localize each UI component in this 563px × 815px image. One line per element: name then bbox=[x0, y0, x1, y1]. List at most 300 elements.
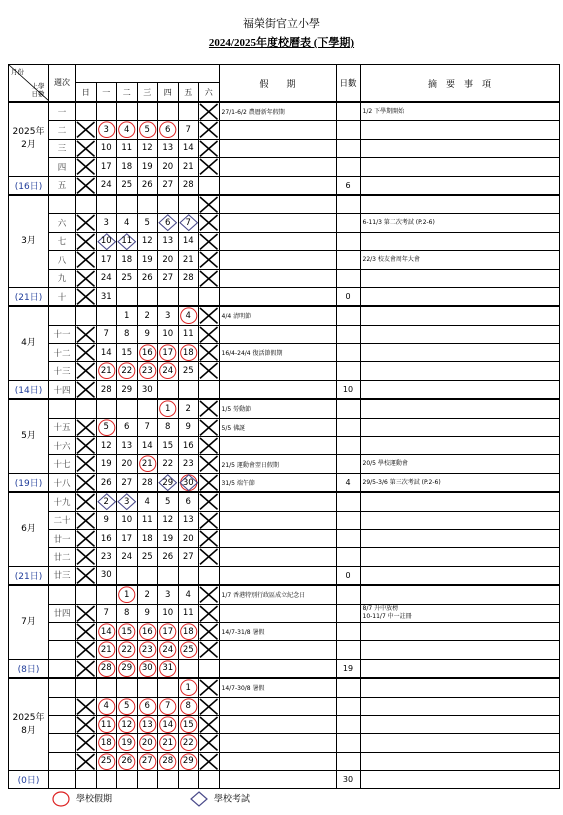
holiday-text bbox=[219, 752, 336, 770]
day-cell bbox=[137, 659, 158, 678]
day-number: 13 bbox=[182, 515, 194, 526]
day-cell bbox=[96, 306, 117, 325]
day-cell bbox=[96, 344, 117, 362]
day-cell bbox=[96, 399, 117, 418]
day-number: 10 bbox=[121, 515, 133, 526]
day-number: 13 bbox=[162, 143, 174, 154]
day-cell bbox=[96, 158, 117, 176]
holiday-text: 16/4-24/4 復活節假期 bbox=[219, 344, 336, 362]
day-cell bbox=[137, 380, 158, 399]
note-text bbox=[360, 659, 559, 678]
day-number: 29 bbox=[162, 477, 174, 488]
week-number: 九 bbox=[49, 269, 76, 287]
day-cell bbox=[96, 287, 117, 306]
days-count: 19 bbox=[336, 659, 360, 678]
legend-holiday-label: 學校假期 bbox=[76, 794, 113, 805]
day-cell bbox=[158, 771, 179, 789]
day-cell bbox=[117, 529, 138, 547]
day-cell bbox=[199, 566, 220, 585]
cross-mark-icon bbox=[76, 605, 96, 622]
day-cell bbox=[76, 121, 97, 139]
day-number: 28 bbox=[141, 477, 153, 488]
day-number: 25 bbox=[182, 645, 194, 656]
week-number bbox=[49, 399, 76, 418]
calendar-week-row bbox=[9, 548, 560, 566]
day-cell bbox=[199, 715, 220, 733]
day-number: 15 bbox=[162, 440, 174, 451]
day-cell bbox=[76, 529, 97, 547]
day-number: 19 bbox=[100, 459, 112, 470]
day-cell bbox=[117, 362, 138, 380]
day-cell bbox=[96, 251, 117, 269]
holiday-text: 1/7 香港特別行政區成立紀念日 bbox=[219, 585, 336, 604]
day-cell bbox=[96, 566, 117, 585]
day-cell bbox=[199, 473, 220, 492]
cross-mark-icon bbox=[199, 344, 219, 361]
day-cell bbox=[96, 176, 117, 195]
calendar-week-row bbox=[9, 752, 560, 770]
legend-holiday bbox=[52, 791, 112, 807]
days-count bbox=[336, 437, 360, 455]
day-cell bbox=[76, 418, 97, 436]
day-number: 29 bbox=[121, 384, 133, 395]
holiday-text: 14/7-30/8 暑假 bbox=[219, 678, 336, 697]
day-number: 8 bbox=[124, 329, 130, 340]
day-number: 27 bbox=[162, 180, 174, 191]
day-cell bbox=[76, 251, 97, 269]
day-cell bbox=[76, 102, 97, 121]
day-cell bbox=[178, 325, 199, 343]
note-text bbox=[360, 287, 559, 306]
day-cell bbox=[76, 492, 97, 511]
day-number: 7 bbox=[144, 422, 150, 433]
days-count bbox=[336, 251, 360, 269]
day-cell bbox=[96, 139, 117, 157]
day-number: 17 bbox=[121, 533, 133, 544]
days-count bbox=[336, 752, 360, 770]
day-cell bbox=[199, 158, 220, 176]
cross-mark-icon bbox=[76, 660, 96, 677]
day-cell bbox=[117, 195, 138, 214]
cross-mark-icon bbox=[199, 307, 219, 324]
cross-mark-icon bbox=[199, 400, 219, 417]
note-text bbox=[360, 492, 559, 511]
cross-mark-icon bbox=[76, 734, 96, 751]
month-label: 4月 bbox=[9, 306, 49, 380]
day-cell bbox=[158, 214, 179, 232]
day-number: 28 bbox=[182, 180, 194, 191]
cross-mark-icon bbox=[76, 344, 96, 361]
day-cell bbox=[199, 511, 220, 529]
cross-mark-icon bbox=[199, 326, 219, 343]
day-number: 1 bbox=[124, 310, 130, 321]
day-cell bbox=[137, 269, 158, 287]
days-count bbox=[336, 548, 360, 566]
day-cell bbox=[137, 734, 158, 752]
week-number bbox=[49, 752, 76, 770]
calendar-week-row bbox=[9, 492, 560, 511]
day-cell bbox=[76, 473, 97, 492]
calendar-week-row bbox=[9, 214, 560, 232]
day-cell bbox=[137, 344, 158, 362]
day-cell bbox=[178, 622, 199, 640]
day-number: 6 bbox=[124, 422, 130, 433]
day-number: 28 bbox=[100, 384, 112, 395]
day-cell bbox=[96, 659, 117, 678]
day-cell bbox=[76, 139, 97, 157]
day-cell bbox=[96, 622, 117, 640]
day-cell bbox=[178, 511, 199, 529]
holiday-text bbox=[219, 362, 336, 380]
day-cell bbox=[178, 251, 199, 269]
note-text bbox=[360, 399, 559, 418]
day-cell bbox=[199, 176, 220, 195]
holiday-text bbox=[219, 641, 336, 659]
day-cell bbox=[117, 399, 138, 418]
day-cell bbox=[117, 344, 138, 362]
week-number bbox=[49, 678, 76, 697]
day-cell bbox=[137, 511, 158, 529]
cross-mark-icon bbox=[199, 270, 219, 287]
day-cell bbox=[137, 641, 158, 659]
day-number: 31 bbox=[162, 663, 174, 674]
day-number: 24 bbox=[162, 366, 174, 377]
calendar-title: 2024/2025年度校曆表 (下學期) bbox=[208, 37, 355, 49]
day-cell bbox=[117, 325, 138, 343]
day-cell bbox=[158, 102, 179, 121]
week-number: 十三 bbox=[49, 362, 76, 380]
calendar-week-row bbox=[9, 622, 560, 640]
note-text: 20/5 學校運動會 bbox=[360, 455, 559, 473]
day-cell bbox=[158, 269, 179, 287]
day-number: 25 bbox=[182, 366, 194, 377]
week-number bbox=[49, 697, 76, 715]
school-days-header: 上學日數 bbox=[31, 82, 45, 98]
day-cell bbox=[76, 511, 97, 529]
day-cell bbox=[199, 548, 220, 566]
day-cell bbox=[117, 697, 138, 715]
day-cell bbox=[96, 437, 117, 455]
day-cell bbox=[117, 548, 138, 566]
day-cell bbox=[199, 139, 220, 157]
day-cell bbox=[158, 715, 179, 733]
day-cell bbox=[117, 102, 138, 121]
day-cell bbox=[199, 697, 220, 715]
day-cell bbox=[117, 566, 138, 585]
day-cell bbox=[96, 102, 117, 121]
day-cell bbox=[117, 158, 138, 176]
week-number: 廿二 bbox=[49, 548, 76, 566]
day-cell bbox=[76, 344, 97, 362]
day-cell bbox=[178, 139, 199, 157]
day-number: 22 bbox=[121, 645, 133, 656]
day-cell bbox=[96, 455, 117, 473]
day-cell bbox=[96, 548, 117, 566]
note-text bbox=[360, 437, 559, 455]
day-number: 24 bbox=[100, 180, 112, 191]
days-count: 0 bbox=[336, 566, 360, 585]
day-number: 7 bbox=[185, 125, 191, 136]
holiday-text bbox=[219, 269, 336, 287]
day-cell bbox=[158, 678, 179, 697]
day-cell bbox=[199, 641, 220, 659]
day-cell bbox=[76, 752, 97, 770]
cross-mark-icon bbox=[76, 158, 96, 175]
cross-mark-icon bbox=[199, 121, 219, 138]
day-cell bbox=[96, 121, 117, 139]
note-text bbox=[360, 195, 559, 214]
day-cell bbox=[76, 678, 97, 697]
day-cell bbox=[137, 139, 158, 157]
day-cell bbox=[96, 325, 117, 343]
day-number: 13 bbox=[162, 236, 174, 247]
day-cell bbox=[76, 380, 97, 399]
day-cell bbox=[178, 659, 199, 678]
school-name: 福榮街官立小學 bbox=[243, 17, 320, 30]
week-number bbox=[49, 771, 76, 789]
weekday-header-0: 日 bbox=[76, 83, 97, 102]
week-number: 十二 bbox=[49, 344, 76, 362]
week-number: 廿三 bbox=[49, 566, 76, 585]
day-cell bbox=[117, 715, 138, 733]
days-count bbox=[336, 306, 360, 325]
day-cell bbox=[178, 232, 199, 250]
day-number: 18 bbox=[141, 533, 153, 544]
day-number: 7 bbox=[165, 701, 171, 712]
day-cell bbox=[137, 678, 158, 697]
day-number: 24 bbox=[162, 645, 174, 656]
day-cell bbox=[178, 399, 199, 418]
day-cell bbox=[117, 585, 138, 604]
calendar-week-row bbox=[9, 121, 560, 139]
note-text bbox=[360, 176, 559, 195]
weekday-header-3: 三 bbox=[137, 83, 158, 102]
days-count bbox=[336, 418, 360, 436]
day-cell bbox=[158, 380, 179, 399]
days-count bbox=[336, 269, 360, 287]
cross-mark-icon bbox=[199, 698, 219, 715]
day-number: 21 bbox=[141, 459, 153, 470]
day-number: 23 bbox=[182, 459, 194, 470]
week-number: 一 bbox=[49, 102, 76, 121]
cross-mark-icon bbox=[199, 362, 219, 379]
week-number: 七 bbox=[49, 232, 76, 250]
day-cell bbox=[158, 511, 179, 529]
day-cell bbox=[199, 771, 220, 789]
note-text bbox=[360, 306, 559, 325]
day-cell bbox=[117, 418, 138, 436]
day-cell bbox=[117, 139, 138, 157]
cross-mark-icon bbox=[199, 716, 219, 733]
weekday-header-5: 五 bbox=[178, 83, 199, 102]
cross-mark-icon bbox=[76, 437, 96, 454]
calendar-week-row bbox=[9, 697, 560, 715]
holiday-text bbox=[219, 251, 336, 269]
days-count-header: 日數 bbox=[336, 65, 360, 103]
week-number: 三 bbox=[49, 139, 76, 157]
day-cell bbox=[178, 752, 199, 770]
day-cell bbox=[158, 548, 179, 566]
cross-mark-icon bbox=[199, 586, 219, 603]
note-text bbox=[360, 566, 559, 585]
month-label: 5月 bbox=[9, 399, 49, 473]
note-text bbox=[360, 139, 559, 157]
day-cell bbox=[178, 269, 199, 287]
day-cell bbox=[178, 344, 199, 362]
weekday-header-6: 六 bbox=[199, 83, 220, 102]
holiday-text: 4/4 清明節 bbox=[219, 306, 336, 325]
day-number: 30 bbox=[182, 477, 194, 488]
cross-mark-icon bbox=[76, 716, 96, 733]
day-cell bbox=[199, 344, 220, 362]
day-number: 8 bbox=[124, 608, 130, 619]
calendar-week-row bbox=[9, 195, 560, 214]
day-number: 22 bbox=[162, 459, 174, 470]
cross-mark-icon bbox=[76, 140, 96, 157]
note-text bbox=[360, 121, 559, 139]
day-number: 25 bbox=[121, 273, 133, 284]
day-cell bbox=[96, 678, 117, 697]
cross-mark-icon bbox=[76, 214, 96, 231]
day-cell bbox=[199, 734, 220, 752]
holiday-text bbox=[219, 139, 336, 157]
day-number: 13 bbox=[121, 440, 133, 451]
day-number: 16 bbox=[141, 347, 153, 358]
day-cell bbox=[96, 473, 117, 492]
day-cell bbox=[178, 585, 199, 604]
note-text bbox=[360, 715, 559, 733]
day-cell bbox=[199, 232, 220, 250]
day-cell bbox=[76, 659, 97, 678]
day-cell bbox=[137, 418, 158, 436]
day-number: 14 bbox=[182, 143, 194, 154]
day-number: 14 bbox=[182, 236, 194, 247]
day-cell bbox=[158, 399, 179, 418]
day-cell bbox=[199, 492, 220, 511]
holiday-text bbox=[219, 566, 336, 585]
day-cell bbox=[76, 771, 97, 789]
day-number: 15 bbox=[121, 347, 133, 358]
days-count: 10 bbox=[336, 380, 360, 399]
day-number: 6 bbox=[144, 701, 150, 712]
day-cell bbox=[76, 195, 97, 214]
day-number: 13 bbox=[141, 719, 153, 730]
calendar-week-row bbox=[9, 102, 560, 121]
day-cell bbox=[96, 697, 117, 715]
day-cell bbox=[137, 158, 158, 176]
calendar-week-row bbox=[9, 511, 560, 529]
calendar-week-row bbox=[9, 399, 560, 418]
day-cell bbox=[76, 214, 97, 232]
day-number: 10 bbox=[100, 143, 112, 154]
day-number: 16 bbox=[182, 440, 194, 451]
holiday-text bbox=[219, 697, 336, 715]
day-cell bbox=[178, 641, 199, 659]
day-number: 26 bbox=[141, 180, 153, 191]
calendar-week-row bbox=[9, 771, 560, 789]
day-number: 29 bbox=[121, 663, 133, 674]
day-cell bbox=[199, 306, 220, 325]
day-cell bbox=[199, 585, 220, 604]
day-cell bbox=[96, 195, 117, 214]
note-text: 1/2 下學期開始 bbox=[360, 102, 559, 121]
cross-mark-icon bbox=[76, 121, 96, 138]
month-school-days: (14日) bbox=[9, 380, 49, 399]
day-cell bbox=[178, 529, 199, 547]
day-number: 17 bbox=[100, 161, 112, 172]
day-cell bbox=[137, 604, 158, 622]
days-count bbox=[336, 622, 360, 640]
day-number: 17 bbox=[100, 254, 112, 265]
cross-mark-icon bbox=[76, 623, 96, 640]
day-cell bbox=[178, 158, 199, 176]
day-number: 27 bbox=[182, 552, 194, 563]
week-number: 六 bbox=[49, 214, 76, 232]
day-cell bbox=[158, 121, 179, 139]
day-number: 21 bbox=[100, 366, 112, 377]
day-cell bbox=[199, 399, 220, 418]
notes-header: 摘 要 事 項 bbox=[360, 65, 559, 103]
month-school-days: (21日) bbox=[9, 287, 49, 306]
cross-mark-icon bbox=[199, 641, 219, 658]
week-number bbox=[49, 641, 76, 659]
day-number: 20 bbox=[162, 254, 174, 265]
week-header: 週次 bbox=[49, 65, 76, 103]
cross-mark-icon bbox=[199, 605, 219, 622]
calendar-week-row bbox=[9, 325, 560, 343]
day-number: 7 bbox=[185, 218, 191, 229]
day-cell bbox=[158, 659, 179, 678]
day-cell bbox=[117, 455, 138, 473]
week-number: 五 bbox=[49, 176, 76, 195]
month-label: 2025年 8月 bbox=[9, 678, 49, 770]
day-number: 18 bbox=[182, 626, 194, 637]
week-number bbox=[49, 585, 76, 604]
weekday-header-4: 四 bbox=[158, 83, 179, 102]
cross-mark-icon bbox=[199, 455, 219, 472]
days-count: 0 bbox=[336, 287, 360, 306]
holiday-text bbox=[219, 437, 336, 455]
cross-mark-icon bbox=[76, 474, 96, 491]
days-count bbox=[336, 214, 360, 232]
day-cell bbox=[96, 715, 117, 733]
day-number: 19 bbox=[162, 533, 174, 544]
days-count bbox=[336, 585, 360, 604]
day-number: 12 bbox=[141, 143, 153, 154]
day-cell bbox=[96, 214, 117, 232]
day-number: 10 bbox=[162, 329, 174, 340]
day-number: 18 bbox=[100, 737, 112, 748]
day-number: 1 bbox=[124, 589, 130, 600]
cross-mark-icon bbox=[76, 698, 96, 715]
day-number: 17 bbox=[162, 347, 174, 358]
holiday-text bbox=[219, 176, 336, 195]
day-cell bbox=[199, 678, 220, 697]
day-cell bbox=[137, 399, 158, 418]
day-cell bbox=[137, 214, 158, 232]
days-count bbox=[336, 604, 360, 622]
cross-mark-icon bbox=[199, 548, 219, 565]
day-cell bbox=[199, 604, 220, 622]
note-text: 22/3 校友會周年大會 bbox=[360, 251, 559, 269]
day-number: 21 bbox=[162, 737, 174, 748]
cross-mark-icon bbox=[76, 177, 96, 194]
days-count bbox=[336, 325, 360, 343]
day-cell bbox=[96, 585, 117, 604]
day-cell bbox=[137, 548, 158, 566]
day-number: 11 bbox=[100, 719, 112, 730]
note-text bbox=[360, 734, 559, 752]
